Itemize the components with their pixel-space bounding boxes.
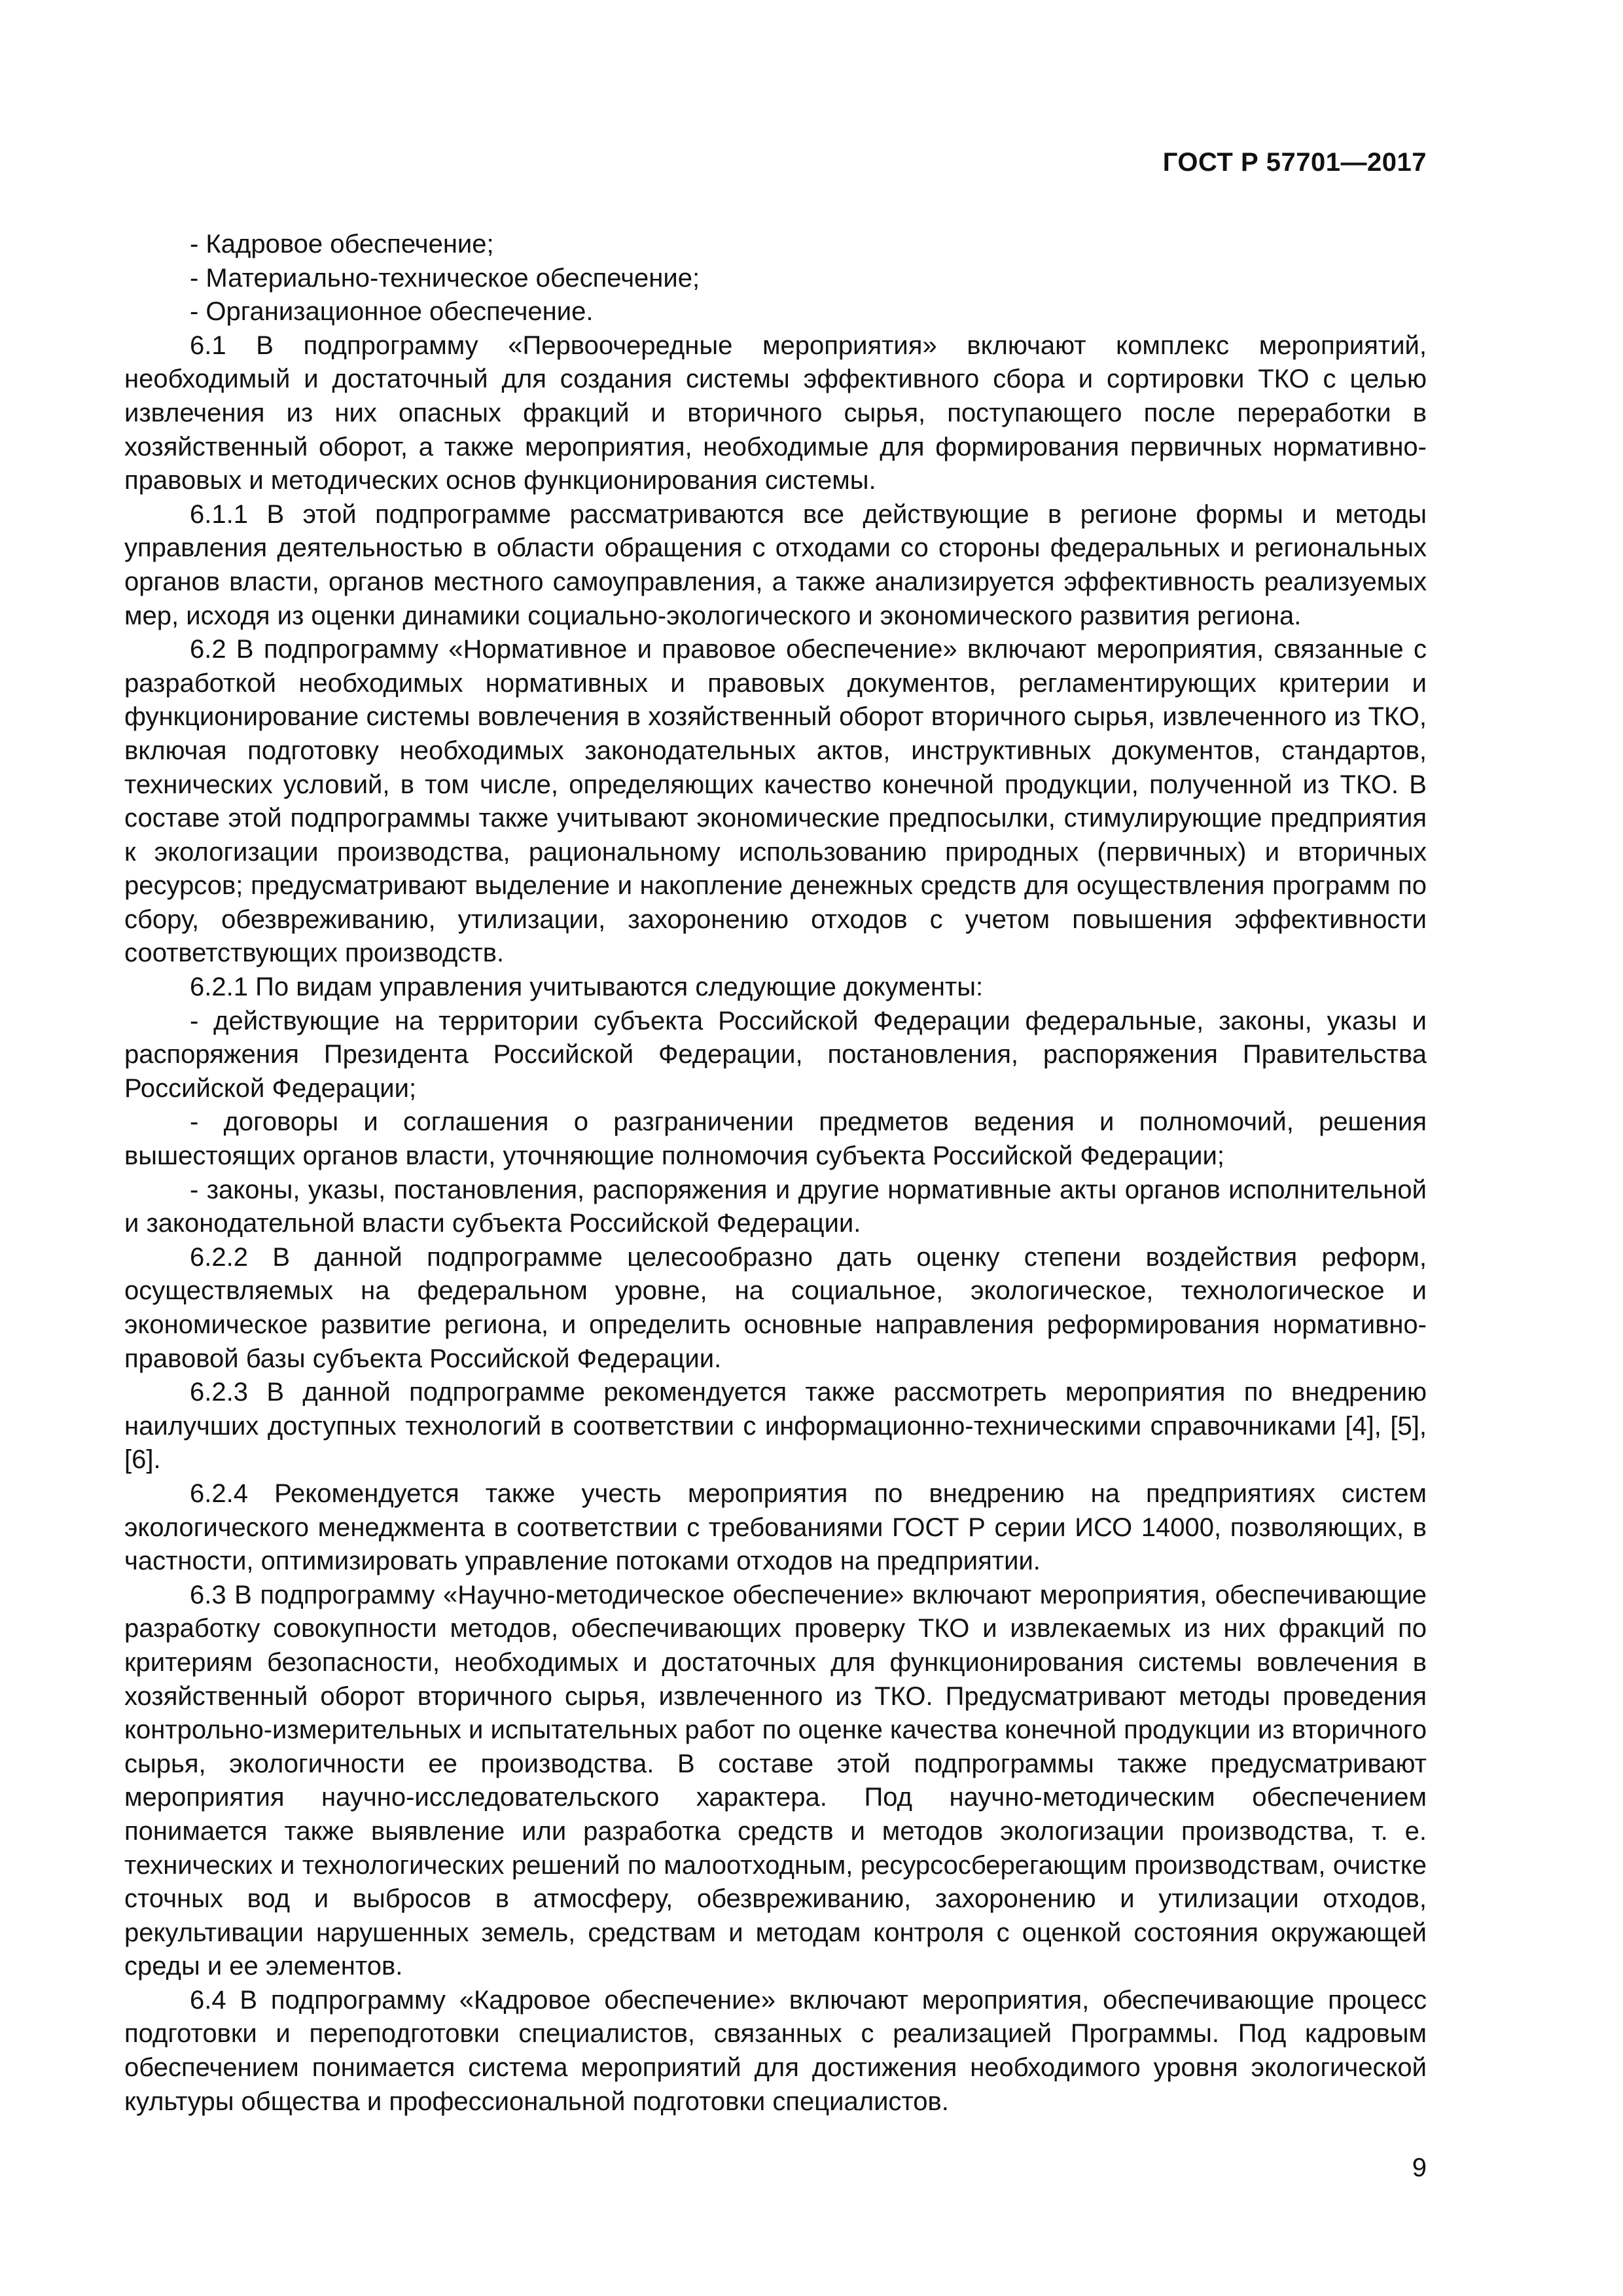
document-body xyxy=(124,228,1427,2119)
list-item-regional-acts: - законы, указы, постановления, распоряжения и другие нормативные акты органов исполнительной и законодательной власти субъекта Российской Федерации. xyxy=(124,1175,1427,1238)
list-item-organizational-support: - Организационное обеспечение. xyxy=(190,297,594,327)
standard-code-header: ГОСТ Р 57701—2017 xyxy=(1162,148,1427,177)
paragraph-6-2-1: 6.2.1 По видам управления учитываются следующие документы: xyxy=(190,973,984,1002)
paragraph-6-1: 6.1 В подпрограмму «Первоочередные мероприятия» включают комплекс мероприятий, необходимый и достаточный для создания системы эффективного сбора и сортировки ТКО с целью извлечения из них опасных фракций и вторичного сырья, поступающего после переработки в хозяйственный оборот, а также мероприятия, необходимые для формирования первичных нормативно-правовых и методических основ функционирования системы. xyxy=(124,331,1427,495)
paragraph-6-2: 6.2 В подпрограмму «Нормативное и правовое обеспечение» включают мероприятия, связанные с разработкой необходимых нормативных и правовых документов, регламентирующих критерии и функционирование системы вовлечения в хозяйственный оборот вторичного сырья, извлеченного из ТКО, включая подготовку необходимых законодательных актов, инструктивных документов, стандартов, технических условий, в том числе, определяющих качество конечной продукции, полученной из ТКО. В составе этой подпрограммы также учитывают экономические предпосылки, стимулирующие предприятия к экологизации производства, рациональному использованию природных (первичных) и вторичных ресурсов; предусматривают выделение и накопление денежных средств для осуществления программ по сбору, обезвреживанию, утилизации, захоронению отходов с учетом повышения эффективности соответствующих производств. xyxy=(124,635,1427,968)
list-item-federal-acts: - действующие на территории субъекта Российской Федерации федеральные, законы, указы и распоряжения Президента Российской Федерации, постановления, распоряжения Правительства Российской Федерации; xyxy=(124,1006,1427,1103)
paragraph-6-2-3: 6.2.3 В данной подпрограмме рекомендуется также рассмотреть мероприятия по внедрению наилучших доступных технологий в соответствии с информационно-техническими справочниками [4], [5], [6]. xyxy=(124,1378,1427,1475)
paragraph-6-3: 6.3 В подпрограмму «Научно-методическое обеспечение» включают мероприятия, обеспечивающие разработку совокупности методов, обеспечивающих проверку ТКО и извлекаемых из них фракций по критериям безопасности, необходимых и достаточных для функционирования системы вовлечения в хозяйственный оборот вторичного сырья, извлеченного из ТКО. Предусматривают методы проведения контрольно-измерительных и испытательных работ по оценке качества конечной продукции из вторичного сырья, экологичности ее производства. В составе этой подпрограммы также предусматривают мероприятия научно-исследовательского характера. Под научно-методическим обеспечением понимается также выявление или разработка средств и методов экологизации производства, т. е. технических и технологических решений по малоотходным, ресурсосберегающим производствам, очистке сточных вод и выбросов в атмосферу, обезвреживанию, захоронению и утилизации отходов, рекультивации нарушенных земель, средствам и методам контроля с оценкой состояния окружающей среды и ее элементов. xyxy=(124,1580,1427,1981)
paragraph-6-2-2: 6.2.2 В данной подпрограмме целесообразно дать оценку степени воздействия реформ, осуществляемых на федеральном уровне, на социальное, экологическое, технологическое и экономическое развитие региона, и определить основные направления реформирования нормативно-правовой базы субъекта Российской Федерации. xyxy=(124,1242,1427,1373)
paragraph-6-4: 6.4 В подпрограмму «Кадровое обеспечение» включают мероприятия, обеспечивающие процесс подготовки и переподготовки специалистов, связанных с реализацией Программы. Под кадровым обеспечением понимается система мероприятий для достижения необходимого уровня экологической культуры общества и профессиональной подготовки специалистов. xyxy=(124,1985,1427,2116)
list-item-staffing: - Кадровое обеспечение; xyxy=(190,230,494,259)
list-item-agreements: - договоры и соглашения о разграничении предметов ведения и полномочий, решения вышестоящих органов власти, уточняющие полномочия субъекта Российской Федерации; xyxy=(124,1107,1427,1171)
list-item-material-support: - Материально-техническое обеспечение; xyxy=(190,263,700,293)
paragraph-6-1-1: 6.1.1 В этой подпрограмме рассматриваются все действующие в регионе формы и методы управления деятельностью в области обращения с отходами со стороны федеральных и региональных органов власти, органов местного самоуправления, а также анализируется эффективность реализуемых мер, исходя из оценки динамики социально-экологического и экономического развития региона. xyxy=(124,499,1427,630)
paragraph-6-2-4: 6.2.4 Рекомендуется также учесть мероприятия по внедрению на предприятиях систем экологического менеджмента в соответствии с требованиями ГОСТ Р серии ИСО 14000, позволяющих, в частности, оптимизировать управление потоками отходов на предприятии. xyxy=(124,1479,1427,1576)
page-number: 9 xyxy=(1412,2153,1427,2182)
